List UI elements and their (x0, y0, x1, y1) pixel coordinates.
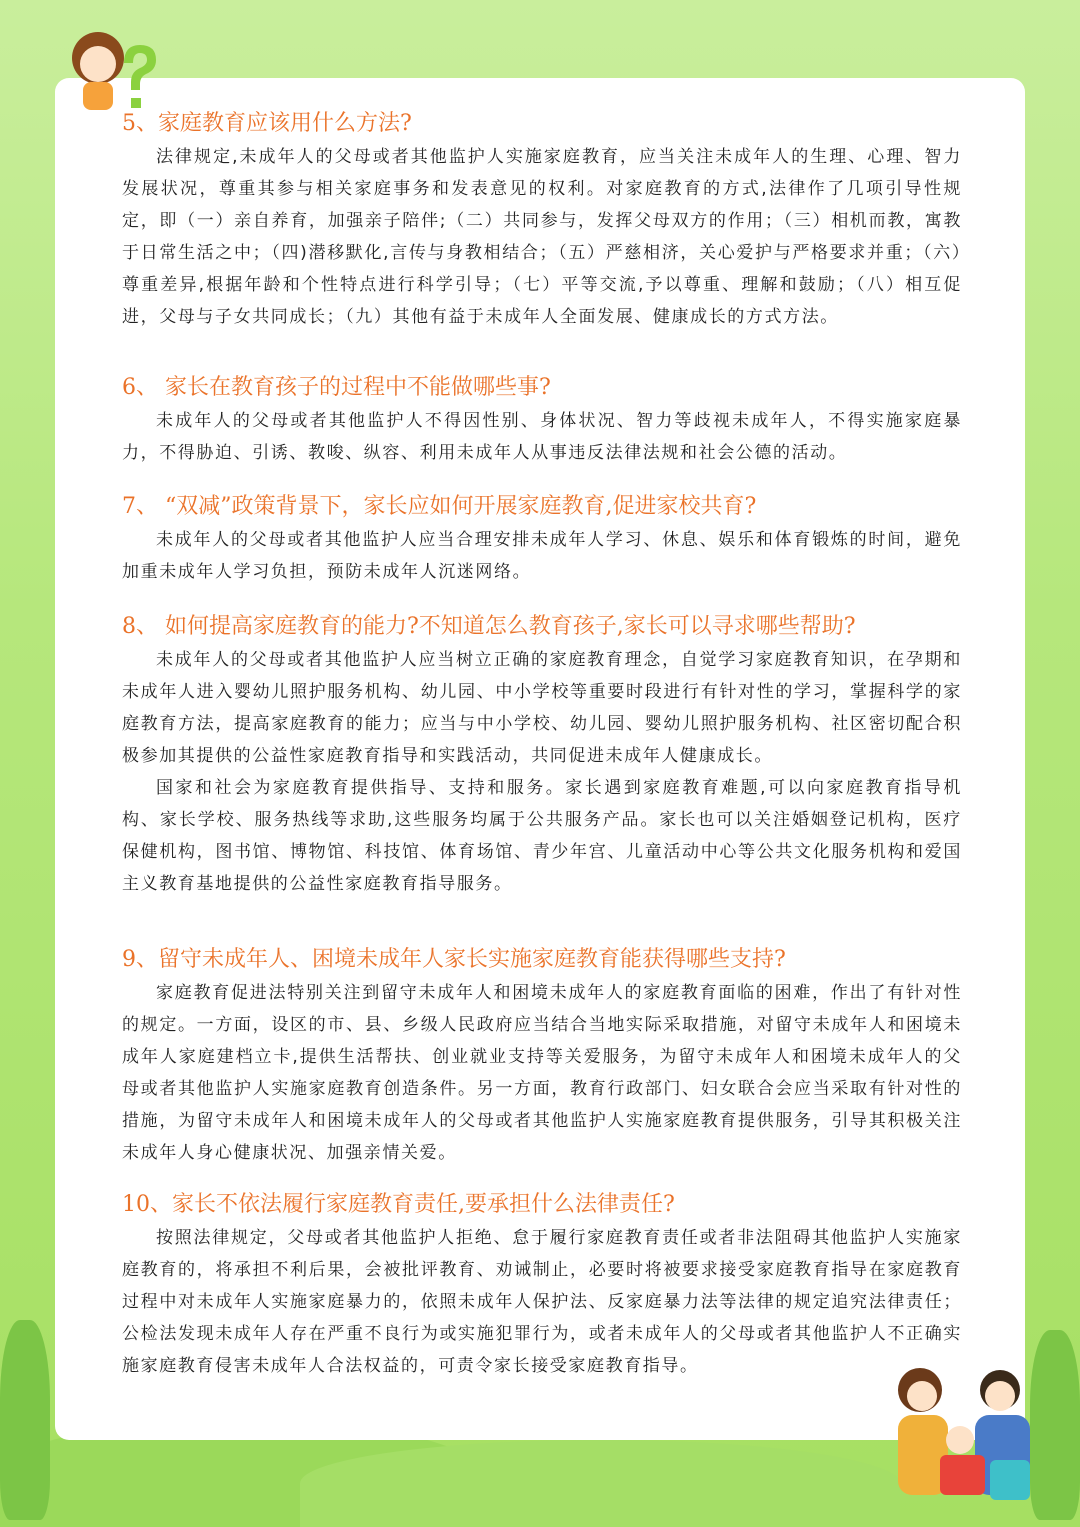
section-5 (122, 107, 962, 333)
section-paragraph: 家庭教育促进法特别关注到留守未成年人和困境未成年人的家庭教育面临的困难，作出了有针对性的规定。一方面，设区的市、县、乡级人民政府应当结合当地实际采取措施，对留守未成年人和困境未成年人家庭建档立卡,提供生活帮扶、创业就业支持等关爱服务，为留守未成年人和困境未成年人的父母或者其他监护人实施家庭教育创造条件。另一方面，教育行政部门、妇女联合会应当采取有针对性的措施，为留守未成年人和困境未成年人的父母或者其他监护人实施家庭教育提供服务，引导其积极关注未成年人身心健康状况、加强亲情关爱。 (122, 983, 962, 1163)
section-title: 6、 家长在教育孩子的过程中不能做哪些事? (122, 375, 551, 400)
section-paragraph: 法律规定,未成年人的父母或者其他监护人实施家庭教育，应当关注未成年人的生理、心理、智力发展状况，尊重其参与相关家庭事务和发表意见的权利。对家庭教育的方式,法律作了几项引导性规定，即（一）亲自养育，加强亲子陪伴;（二）共同参与，发挥父母双方的作用；（三）相机而教，寓教于日常生活之中；（四)潜移默化,言传与身教相结合；（五）严慈相济，关心爱护与严格要求并重；（六）尊重差异,根据年龄和个性特点进行科学引导；（七）平等交流,予以尊重、理解和鼓励；（八）相互促进，父母与子女共同成长；（九）其他有益于未成年人全面发展、健康成长的方式方法。 (122, 147, 962, 327)
section-6 (122, 371, 962, 469)
section-9 (122, 943, 962, 1169)
section-7 (122, 490, 962, 588)
section-title: 10、家长不依法履行家庭教育责任,要承担什么法律责任? (122, 1192, 675, 1217)
section-paragraph: 国家和社会为家庭教育提供指导、支持和服务。家长遇到家庭教育难题,可以向家庭教育指导机构、家长学校、服务热线等求助,这些服务均属于公共服务产品。家长也可以关注婚姻登记机构，医疗保健机构，图书馆、博物馆、科技馆、体育场馆、青少年宫、儿童活动中心等公共文化服务机构和爱国主义教育基地提供的公益性家庭教育指导服务。 (122, 778, 962, 894)
section-8 (122, 610, 962, 900)
section-title: 5、家庭教育应该用什么方法? (122, 111, 412, 136)
girl-question-mark-illustration (58, 18, 158, 113)
section-paragraph: 未成年人的父母或者其他监护人不得因性别、身体状况、智力等歧视未成年人，不得实施家庭暴力，不得胁迫、引诱、教唆、纵容、利用未成年人从事违反法律法规和社会公德的活动。 (122, 411, 962, 463)
tree-decoration (0, 1320, 50, 1520)
section-paragraph: 未成年人的父母或者其他监护人应当树立正确的家庭教育理念，自觉学习家庭教育知识，在孕期和未成年人进入婴幼儿照护服务机构、幼儿园、中小学校等重要时段进行有针对性的学习，掌握科学的家庭教育方法，提高家庭教育的能力；应当与中小学校、幼儿园、婴幼儿照护服务机构、社区密切配合积极参加其提供的公益性家庭教育指导和实践活动，共同促进未成年人健康成长。 (122, 650, 962, 766)
hill-decoration (300, 1440, 900, 1527)
family-reading-illustration (870, 1360, 1070, 1520)
section-title: 7、 “双减”政策背景下，家长应如何开展家庭教育,促进家校共育? (122, 494, 757, 519)
section-title: 8、 如何提高家庭教育的能力?不知道怎么教育孩子,家长可以寻求哪些帮助? (122, 614, 856, 639)
section-paragraph: 按照法律规定，父母或者其他监护人拒绝、怠于履行家庭教育责任或者非法阻碍其他监护人实施家庭教育的，将承担不利后果，会被批评教育、劝诫制止，必要时将被要求接受家庭教育指导在家庭教育过程中对未成年人实施家庭暴力的，依照未成年人保护法、反家庭暴力法等法律的规定追究法律责任；公检法发现未成年人存在严重不良行为或实施犯罪行为，或者未成年人的父母或者其他监护人不正确实施家庭教育侵害未成年人合法权益的，可责令家长接受家庭教育指导。 (122, 1228, 962, 1376)
section-title: 9、留守未成年人、困境未成年人家长实施家庭教育能获得哪些支持? (122, 947, 786, 972)
section-10 (122, 1188, 962, 1382)
section-paragraph: 未成年人的父母或者其他监护人应当合理安排未成年人学习、休息、娱乐和体育锻炼的时间，避免加重未成年人学习负担，预防未成年人沉迷网络。 (122, 530, 962, 582)
